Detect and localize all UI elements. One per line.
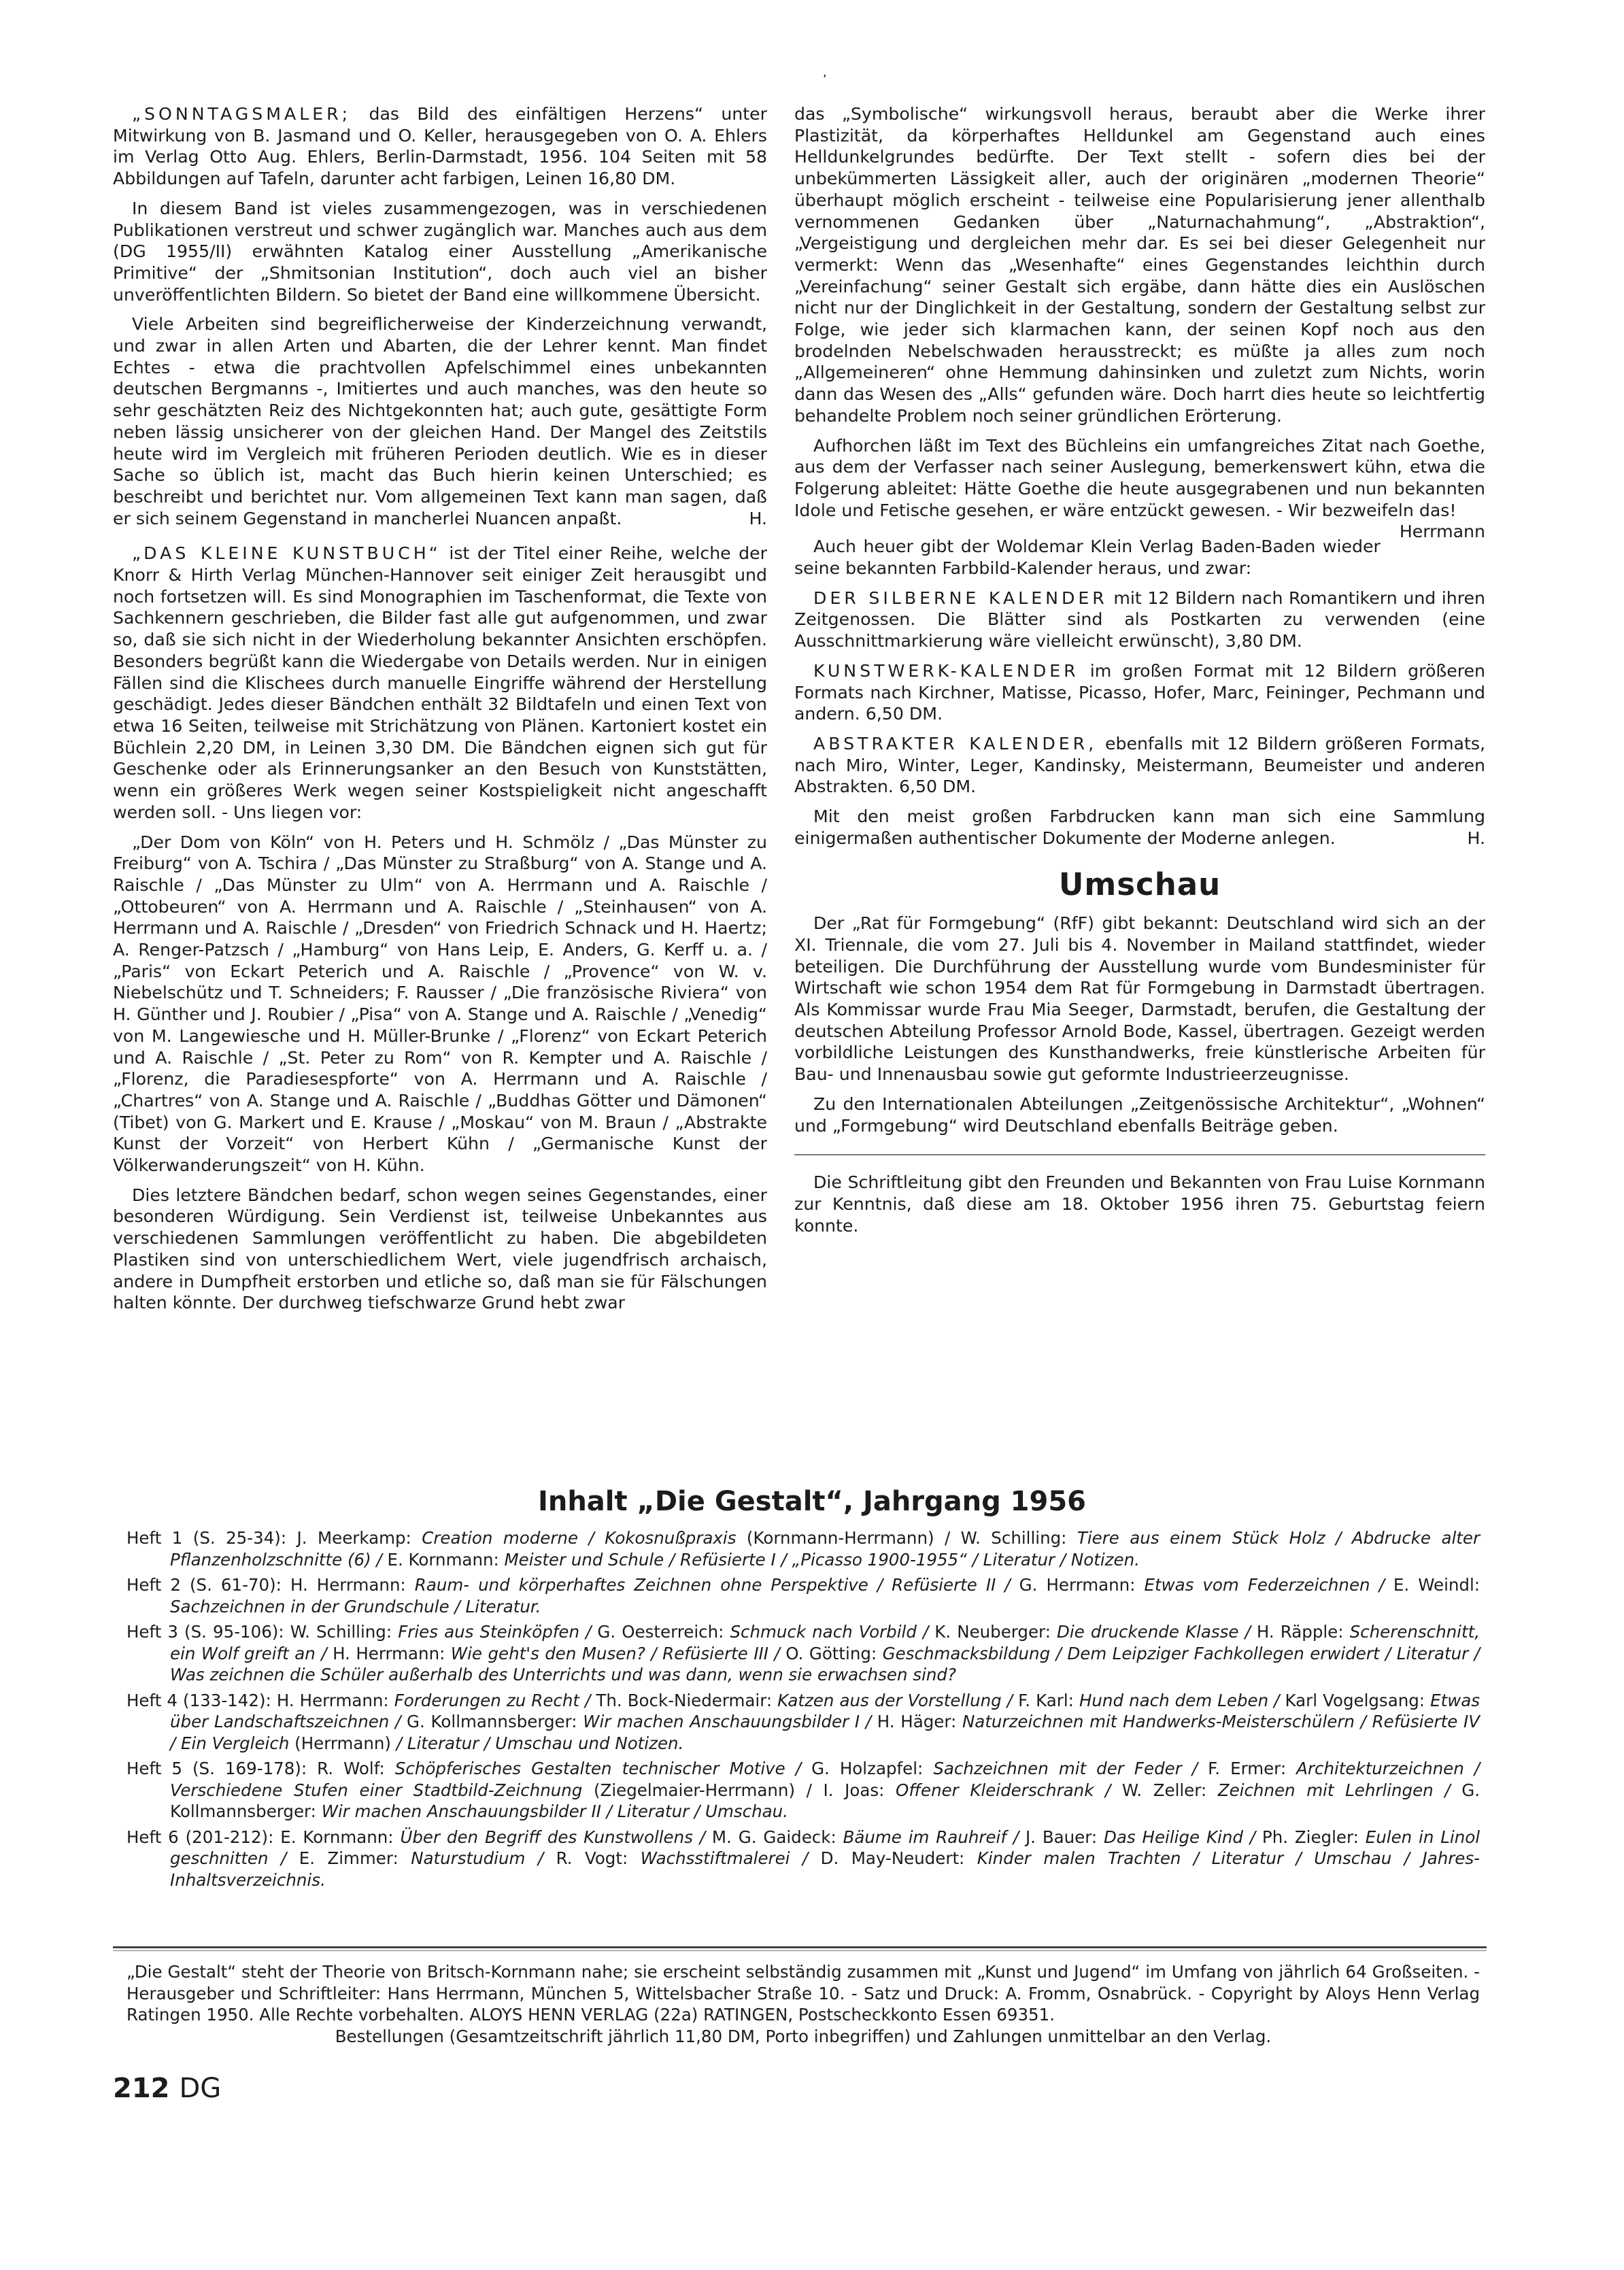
text-run: Wie geht's den Musen? / Refüsierte III /: [450, 1643, 780, 1663]
paragraph: Der „Rat für Formgebung“ (RfF) gibt bekannt: Deutschland wird sich an der XI. Triennale, die vom 27. Juli bis 4. November in Mailand stattfindet, wieder beteiligen. Die Durchführung der Ausstellung wurde vom Bundesminister für Wirtschaft wie schon 1954 dem Rat für Formgebung in Darmstadt übertragen. Als Kommissar wurde Frau Mia Seeger, Darmstadt, berufen, die Gestaltung der deutschen Abteilung Professor Arnold Bode, Kassel, übertragen. Gezeigt werden vorbildliche Leistungen des Kunsthandwerks, freie künstlerische Arbeiten für Bau- und Innenausbau sowie gut geformte Industrieerzeugnisse.: [794, 913, 1485, 1085]
review-title: „DAS KLEINE KUNSTBUCH“: [132, 543, 441, 564]
text-run: H. Häger:: [871, 1712, 962, 1731]
text-run: Etwas vom Federzeichnen /: [1144, 1575, 1385, 1595]
entry-text: [126, 1574, 1480, 1617]
right-column: [794, 103, 1485, 1244]
text-run: Über den Begriff des Kunstwollens /: [400, 1827, 706, 1847]
paragraph: In diesem Band ist vieles zusammengezogen, was in verschiedenen Publikationen verstreut und schwer zugänglich war. Manches auch aus dem (DG 1955/II) erwähnten Katalog einer Ausstellung „Amerikanische Primitive“ der „Shmitsonian Institution“, doch auch viel an bisher unveröffentlichten Bildern. So bietet der Band eine willkommene Übersicht.: [113, 198, 767, 305]
paragraph-text: Aufhorchen läßt im Text des Büchleins ein umfangreiches Zitat nach Goethe, aus dem der Verfasser nach seiner Auslegung, bemerkenswert kühn, etwa die Folgerung ableitet: Hätte Goethe die heute ausgegrabenen und nun bekannten Idole und Fetische gesehen, er wäre entzückt gewesen. - Wir bezweifeln das!: [794, 435, 1485, 520]
calendar-title: KUNSTWERK-KALENDER: [813, 660, 1079, 681]
calendar-text: im großen Format mit 12 Bildern größeren Formats nach Kirchner, Matisse, Picasso, Hofer, Marc, Feininger, Pechmann und andern. 6,50 DM.: [794, 660, 1485, 724]
text-run: Offener Kleiderschrank /: [896, 1780, 1111, 1800]
table-of-contents: [126, 1527, 1480, 1895]
entry-text: [126, 1827, 1480, 1891]
calendar-text: mit 12 Bildern nach Romantikern und ihren Zeitgenossen. Die Blätter sind als Postkarten zu verwenden (eine Ausschnittmarkierung wäre vielleicht erwünscht), 3,80 DM.: [794, 588, 1485, 651]
calendar-item: [794, 660, 1485, 725]
paragraph: das „Symbolische“ wirkungsvoll heraus, beraubt aber die Werke ihrer Plastizität, da körperhaftes Helldunkel am Gegenstand auch eines Helldunkelgrundes bedürfte. Der Text stellt - sofern dies bei der unbekümmerten Lässigkeit aller, auch der originären „modernen Theorie“ überhaupt möglich erscheint - teilweise eine Popularisierung jener allenthalb vernommenen Gedanken über „Naturnachahmung“, „Abstraktion“, „Vergeistigung und dergleichen mehr dar. Es sei bei dieser Gelegenheit nur vermerkt: Wenn das „Wesenhafte“ eines Gegenstandes leichthin durch „Vereinfachung“ seiner Gestalt sich ergäbe, dann hätte dies ein Auslöschen nicht nur der Dinglichkeit in der Gestaltung, sondern der Gestaltung selbst zur Folge, wie jeder sich klarmachen kann, der seinen Kopf noch aus den brodelnden Nebelschwaden herausstreckt; es müßte ja alles zum noch „Allgemeineren“ ohne Hemmung dahinsinken und zuletzt zum Nichts, worin dann das Wesen des „Alls“ gefunden wäre. Doch harrt dies heute so leichtfertig behandelte Problem noch seiner gründlichen Erörterung.: [794, 104, 1485, 426]
signature: Herrmann: [1399, 522, 1485, 542]
text-run: M. G. Gaideck:: [705, 1827, 843, 1847]
text-run: (Herrmann): [289, 1733, 396, 1753]
divider: [794, 1154, 1485, 1155]
text-run: Architekturzeichnen / Verschiedene Stufen einer Stadtbild-Zeichnung: [170, 1759, 1481, 1800]
section-title-umschau: Umschau: [1058, 866, 1221, 902]
text-run: H. Räpple:: [1250, 1622, 1350, 1642]
contents-entry: [126, 1827, 1480, 1891]
text-run: E. Zimmer:: [286, 1848, 411, 1868]
imprint-text: „Die Gestalt“ steht der Theorie von Britsch-Kornmann nahe; sie erscheint selbständig zusammen mit „Kunst und Jugend“ im Umfang von jährlich 64 Großseiten. - Herausgeber und Schriftleiter: Hans Herrmann, München 5, Wittelsbacher Straße 10. - Satz und Druck: A. Fromm, Osnabrück. - Copyright by Aloys Henn Verlag Ratingen 1950. Alle Rechte vorbehalten. ALOYS HENN VERLAG (22a) RATINGEN, Postscheckkonto Essen 69351.: [126, 1962, 1480, 2025]
paragraph: Die Schriftleitung gibt den Freunden und Bekannten von Frau Luise Kornmann zur Kenntnis, daß diese am 18. Oktober 1956 ihren 75. Geburtstag feiern konnte.: [794, 1172, 1485, 1236]
divider: [113, 1950, 1487, 1951]
text-run: Ph. Ziegler:: [1255, 1827, 1366, 1847]
review-sonntagsmaler: [113, 103, 767, 190]
text-run: G. Herrmann:: [1010, 1575, 1145, 1595]
review-kunstbuch: [113, 543, 767, 823]
calendar-item: [794, 733, 1485, 798]
text-run: Wachsstiftmalerei /: [640, 1848, 809, 1868]
text-run: K. Neuberger:: [928, 1622, 1058, 1642]
text-run: E. Kornmann:: [382, 1549, 505, 1570]
text-run: Katzen aus der Vorstellung /: [777, 1690, 1013, 1710]
text-run: Naturstudium /: [411, 1848, 544, 1868]
paragraph: [794, 806, 1485, 849]
left-column: [113, 103, 767, 1322]
text-run: Heft 2 (S. 61-70): H. Herrmann:: [126, 1575, 415, 1595]
text-run: D. May-Neudert:: [808, 1848, 977, 1868]
imprint-orders: Bestellungen (Gesamtzeitschrift jährlich 11,80 DM, Porto inbegriffen) und Zahlungen unmittelbar an den Verlag.: [335, 2026, 1272, 2046]
calendar-item: [794, 588, 1485, 652]
contents-entry: [126, 1527, 1480, 1570]
paragraph: [794, 435, 1485, 542]
text-run: Zeichnen mit Lehrlingen /: [1217, 1780, 1451, 1800]
review-body: das Bild des einfältigen Herzens“ unter Mitwirkung von B. Jasmand und O. Keller, herausgegeben von O. A. Ehlers im Verlag Otto Aug. Ehlers, Berlin-Darmstadt, 1956. 104 Seiten mit 58 Abbildungen auf Tafeln, darunter acht farbigen, Leinen 16,80 DM.: [113, 104, 767, 189]
text-run: Tiere aus einem Stück Holz / Abdrucke alter Pflanzenholzschnitte (6) /: [170, 1528, 1481, 1570]
entry-text: [126, 1690, 1480, 1755]
text-run: Das Heilige Kind /: [1104, 1827, 1256, 1847]
text-run: Etwas über Landschaftszeichnen /: [170, 1690, 1481, 1731]
text-run: Heft 5 (S. 169-178): R. Wolf:: [126, 1759, 395, 1778]
signature: H.: [1467, 828, 1485, 848]
paragraph: Zu den Internationalen Abteilungen „Zeitgenössische Architektur“, „Wohnen“ und „Formgebung“ wird Deutschland ebenfalls Beiträge geben.: [794, 1094, 1485, 1136]
contents-entry: [126, 1690, 1480, 1755]
text-run: Heft 1 (S. 25-34): J. Meerkamp:: [126, 1528, 422, 1548]
text-run: Raum- und körperhaftes Zeichnen ohne Perspektive / Refüsierte II /: [414, 1575, 1011, 1595]
review-title: „SONNTAGSMALER;: [132, 104, 352, 124]
text-run: Heft 3 (S. 95-106): W. Schilling:: [126, 1622, 399, 1642]
paragraph-text: Mit den meist großen Farbdrucken kann man sich eine Sammlung einigermaßen authentischer Dokumente der Moderne anlegen.: [794, 807, 1485, 848]
text-run: G. Kollmannsberger:: [401, 1712, 583, 1731]
text-run: G. Oesterreich:: [591, 1622, 730, 1642]
paragraph: [113, 314, 767, 529]
text-run: Sachzeichnen in der Grundschule / Literatur.: [170, 1596, 541, 1616]
text-run: F. Karl:: [1013, 1690, 1079, 1710]
text-run: J. Bauer:: [1019, 1827, 1104, 1847]
text-run: Schöpferisches Gestalten technischer Motive /: [394, 1759, 802, 1778]
entry-text: [126, 1621, 1480, 1686]
text-run: Die druckende Klasse /: [1057, 1622, 1251, 1642]
paragraph-text: Viele Arbeiten sind begreiflicherweise der Kinderzeichnung verwandt, und zwar in allen Arten und Abarten, die der Lehrer kennt. Man findet Echtes - etwa die prachtvollen Apfelschimmel eines unbekannten deutschen Bergmanns -, Imitiertes und auch manches, was den heute so sehr geschätzten Reiz des Nichtgekonnten hat; auch gute, gesättigte Form neben lässig unsicherer von der gleichen Hand. Der Mangel des Zeitstils heute wird im Vergleich mit früheren Perioden deutlich. Wie es in dieser Sache so üblich ist, macht das Buch hierin keinen Unterschied; es beschreibt und berichtet nur. Vom allgemeinen Text kann man sagen, daß er sich seinem Gegenstand in mancherlei Nuancen anpaßt.: [113, 314, 767, 528]
text-run: E. Weindl:: [1384, 1575, 1481, 1595]
text-run: Meister und Schule / Refüsierte I / „Picasso 1900-1955“ / Literatur / Notizen.: [504, 1549, 1140, 1570]
page-number: 212: [113, 2073, 170, 2104]
text-run: G. Kollmannsberger:: [170, 1780, 1480, 1821]
text-run: Eulen in Linol geschnitten /: [170, 1827, 1481, 1868]
text-run: / Literatur / Umschau und Notizen.: [396, 1733, 684, 1753]
calendar-intro: Auch heuer gibt der Woldemar Klein Verlag Baden-Baden wieder seine bekannten Farbbild-Kalender heraus, und zwar:: [794, 537, 1381, 579]
review-body: ist der Titel einer Reihe, welche der Knorr & Hirth Verlag München-Hannover seit einiger Zeit herausgibt und noch fortsetzen will. Es sind Monographien im Taschenformat, die Texte von Sachkennern geschrieben, die Bilder fast alle gut aufgenommen, und zwar so, daß sie sich nicht in der Wiederholung bekannter Ansichten erschöpfen. Besonders begrüßt kann die Wiedergabe von Details werden. Nur in einigen Fällen sind die Klischees durch manuelle Eingriffe während der Herstellung geschädigt. Jedes dieser Bändchen enthält 32 Bildtafeln und einen Text von etwa 16 Seiten, teilweise mit Strichätzung von Plänen. Kartoniert kostet ein Büchlein 2,20 DM, in Leinen 3,30 DM. Die Bändchen eignen sich gut für Geschenke oder als Erinnerungsanker an den Besuch von Kunststätten, wenn ein größeres Werk wegen seiner Kostspieligkeit nicht angeschafft werden soll. - Uns liegen vor:: [113, 543, 767, 822]
text-run: (Kornmann-Herrmann) / W. Schilling:: [736, 1528, 1077, 1548]
calendar-title: ABSTRAKTER KALENDER,: [813, 733, 1098, 753]
book-list: „Der Dom von Köln“ von H. Peters und H. Schmölz / „Das Münster zu Freiburg“ von A. Tschira / „Das Münster zu Straßburg“ von A. Stange und A. Raischle / „Das Münster zu Ulm“ von A. Herrmann und A. Raischle / „Ottobeuren“ von A. Herrmann und A. Raischle / „Steinhausen“ von A. Herrmann und A. Raischle / „Dresden“ von Friedrich Schnack und H. Haertz; A. Renger-Patzsch / „Hamburg“ von Hans Leip, E. Anders, G. Kerff u. a. / „Paris“ von Eckart Peterich und A. Raischle / „Provence“ von W. v. Niebelschütz und T. Schneiders; F. Rausser / „Die französische Riviera“ von H. Günther und J. Roubier / „Pisa“ von A. Stange und A. Raischle / „Venedig“ von M. Langewiesche und H. Müller-Brunke / „Florenz“ von Eckart Peterich und A. Raischle / „St. Peter zu Rom“ von R. Kempter und A. Raischle / „Florenz, die Paradiesespforte“ von A. Herrmann und A. Raischle / „Chartres“ von A. Stange und A. Raischle / „Buddhas Götter und Dämonen“ (Tibet) von G. Markert und E. Krause / „Moskau“ von M. Braun / „Abstrakte Kunst der Vorzeit“ von Herbert Kühn / „Germanische Kunst der Völkerwanderungszeit“ von H. Kühn.: [113, 832, 767, 1176]
contents-entry: [126, 1574, 1480, 1617]
paragraph: Dies letztere Bändchen bedarf, schon wegen seines Gegenstandes, einer besonderen Würdigung. Sein Verdienst ist, teilweise Unbekanntes aus verschiedenen Sammlungen veröffentlicht zu haben. Die abgebildeten Plastiken sind von unterschiedlichem Wert, viele jugendfrisch archaisch, andere in Dumpfheit erstorben und etliche so, daß man sie für Fälschungen halten könnte. Der durchweg tiefschwarze Grund hebt zwar: [113, 1185, 767, 1313]
text-run: O. Götting:: [779, 1643, 883, 1663]
text-run: Th. Bock-Niedermair:: [590, 1690, 778, 1710]
text-run: H. Herrmann:: [326, 1643, 451, 1663]
text-run: Heft 4 (133-142): H. Herrmann:: [126, 1690, 394, 1710]
text-run: Kinder malen Trachten / Literatur / Umschau / Jahres-Inhaltsverzeichnis.: [170, 1848, 1480, 1890]
page-mark: ,: [823, 65, 827, 80]
text-run: Forderungen zu Recht /: [394, 1690, 591, 1710]
text-run: Wir machen Anschauungsbilder II / Literatur / Umschau.: [321, 1801, 788, 1821]
text-run: G. Holzapfel:: [801, 1759, 934, 1778]
contents-entry: [126, 1621, 1480, 1686]
text-run: Bäume im Rauhreif /: [843, 1827, 1019, 1847]
page-folio: [113, 2073, 221, 2104]
text-run: Creation moderne / Kokosnußpraxis: [422, 1528, 737, 1548]
journal-abbrev: DG: [179, 2073, 222, 2104]
text-run: F. Ermer:: [1198, 1759, 1297, 1778]
contents-title: Inhalt „Die Gestalt“, Jahrgang 1956: [537, 1486, 1087, 1517]
text-run: Scherenschnitt, ein Wolf greift an /: [170, 1622, 1480, 1663]
calendar-title: DER SILBERNE KALENDER: [813, 588, 1108, 608]
text-run: Schmuck nach Vorbild /: [730, 1622, 929, 1642]
text-run: Hund nach dem Leben /: [1079, 1690, 1280, 1710]
contents-entry: [126, 1758, 1480, 1823]
text-run: Wir machen Anschauungsbilder I /: [583, 1712, 872, 1731]
signature: H.: [749, 508, 767, 528]
text-run: Naturzeichnen mit Handwerks-Meisterschülern / Refüsierte IV / Ein Vergleich: [170, 1712, 1481, 1753]
entry-text: [126, 1527, 1480, 1570]
text-run: Fries aus Steinköpfen /: [398, 1622, 592, 1642]
text-run: W. Zeller:: [1111, 1780, 1218, 1800]
text-run: (Ziegelmaier-Herrmann) / I. Joas:: [582, 1780, 896, 1800]
imprint: [126, 1961, 1480, 2047]
entry-text: [126, 1758, 1480, 1823]
text-run: Geschmacksbildung / Dem Leipziger Fachkollegen erwidert / Literatur / Was zeichnen die Schüler außerhalb des Unterrichts und was dann, wenn sie erwachsen sind?: [170, 1643, 1480, 1684]
text-run: Karl Vogelgsang:: [1279, 1690, 1431, 1710]
text-run: R. Vogt:: [543, 1848, 641, 1868]
text-run: Heft 6 (201-212): E. Kornmann:: [126, 1827, 401, 1847]
text-run: Sachzeichnen mit der Feder /: [933, 1759, 1198, 1778]
calendar-text: ebenfalls mit 12 Bildern größeren Formats, nach Miro, Winter, Leger, Kandinsky, Meistermann, Beumeister und anderen Abstrakten. 6,50 DM.: [794, 733, 1485, 797]
divider: [113, 1946, 1487, 1948]
